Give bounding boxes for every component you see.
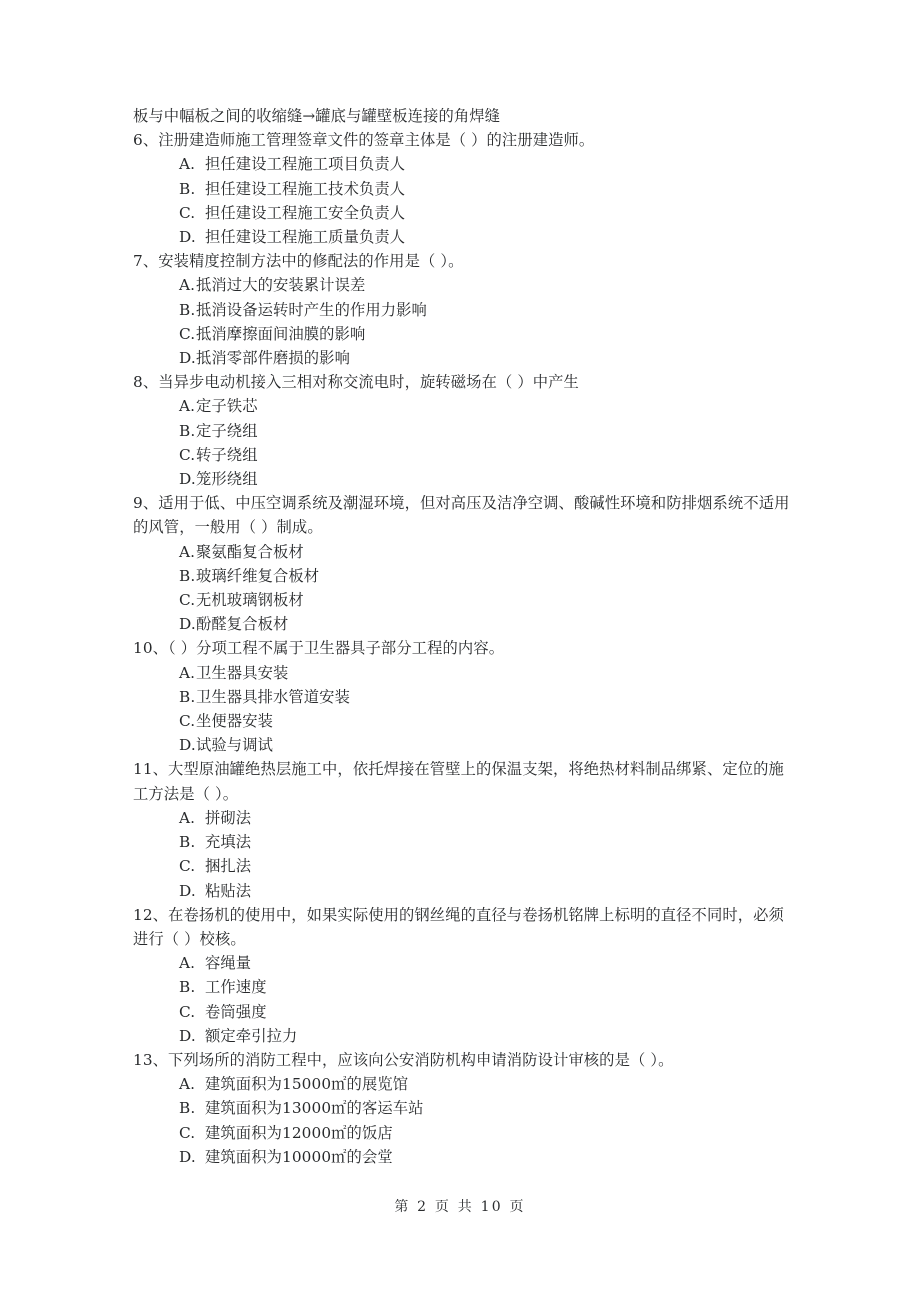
carryover-line: 板与中幅板之间的收缩缝→罐底与罐壁板连接的角焊缝 [133, 107, 501, 125]
question-option[interactable] [133, 588, 793, 612]
question-block [133, 757, 793, 902]
question-option[interactable] [133, 443, 793, 467]
question-option[interactable] [133, 612, 793, 636]
option-label: B. [179, 300, 196, 319]
option-label: A. [179, 542, 196, 561]
option-label: B. [179, 421, 196, 440]
option-label: C. [179, 445, 196, 464]
question-stem: 10、（ ）分项工程不属于卫生器具子部分工程的内容。 [133, 639, 505, 658]
option-text: 定子铁芯 [196, 397, 258, 416]
question-option[interactable] [133, 1072, 793, 1096]
question-option[interactable] [133, 540, 793, 564]
option-text: 粘贴法 [205, 881, 252, 900]
option-label: C. [179, 857, 196, 876]
option-text: 试验与调试 [196, 736, 273, 755]
option-text: 聚氨酯复合板材 [196, 542, 304, 561]
option-text: 担任建设工程施工技术负责人 [205, 179, 406, 198]
option-label: B. [179, 833, 196, 852]
question-option[interactable] [133, 1145, 793, 1169]
option-text: 无机玻璃钢板材 [196, 591, 304, 610]
question-option[interactable] [133, 177, 793, 201]
option-text: 担任建设工程施工安全负责人 [205, 203, 406, 222]
question-option[interactable] [133, 951, 793, 975]
question-option[interactable] [133, 152, 793, 176]
question-option[interactable] [133, 322, 793, 346]
option-label: C. [179, 1002, 196, 1021]
question-option[interactable] [133, 975, 793, 999]
question-option[interactable] [133, 564, 793, 588]
question-stem: 12、在卷扬机的使用中，如果实际使用的钢丝绳的直径与卷扬机铭牌上标明的直径不同时，必须进行（ ）校核。 [133, 905, 784, 948]
option-text: 额定牵引拉力 [205, 1026, 298, 1045]
question-list [133, 128, 793, 1169]
option-text: 容绳量 [205, 954, 252, 973]
option-text: 捆扎法 [205, 857, 252, 876]
option-text: 抵消零部件磨损的影响 [196, 349, 350, 368]
option-label: D. [179, 349, 196, 368]
question-option[interactable] [133, 346, 793, 370]
option-label: B. [179, 566, 196, 585]
option-label: B. [179, 179, 196, 198]
option-text: 卷筒强度 [205, 1002, 267, 1021]
option-text: 抵消摩擦面间油膜的影响 [196, 324, 366, 343]
option-label: A. [179, 155, 196, 174]
option-text: 坐便器安装 [196, 712, 273, 731]
option-label: A. [179, 397, 196, 416]
option-text: 抵消过大的安装累计误差 [196, 276, 366, 295]
question-option[interactable] [133, 830, 793, 854]
option-text: 充填法 [205, 833, 252, 852]
option-text: 建筑面积为13000㎡的客运车站 [205, 1099, 424, 1118]
question-option[interactable] [133, 685, 793, 709]
question-option[interactable] [133, 733, 793, 757]
question-option[interactable] [133, 1000, 793, 1024]
question-stem: 6、注册建造师施工管理签章文件的签章主体是（ ）的注册建造师。 [133, 131, 595, 150]
option-text: 担任建设工程施工质量负责人 [205, 228, 406, 247]
option-label: A. [179, 954, 196, 973]
question-option[interactable] [133, 225, 793, 249]
question-option[interactable] [133, 467, 793, 491]
question-option[interactable] [133, 201, 793, 225]
option-label: D. [179, 615, 196, 634]
page-footer: 第 2 页 共 10 页 [394, 1199, 526, 1215]
question-option[interactable] [133, 394, 793, 418]
question-block [133, 903, 793, 1048]
question-option[interactable] [133, 298, 793, 322]
option-text: 建筑面积为15000㎡的展览馆 [205, 1075, 409, 1094]
question-stem: 13、下列场所的消防工程中，应该向公安消防机构申请消防设计审核的是（ ）。 [133, 1050, 674, 1069]
question-option[interactable] [133, 806, 793, 830]
option-label: C. [179, 203, 196, 222]
option-text: 笼形绕组 [196, 470, 258, 489]
question-option[interactable] [133, 661, 793, 685]
question-option[interactable] [133, 854, 793, 878]
option-label: B. [179, 687, 196, 706]
option-label: C. [179, 1123, 196, 1142]
option-label: D. [179, 228, 196, 247]
option-text: 抵消设备运转时产生的作用力影响 [196, 300, 427, 319]
question-block [133, 370, 793, 491]
option-label: D. [179, 1147, 196, 1166]
option-label: B. [179, 978, 196, 997]
question-option[interactable] [133, 273, 793, 297]
question-block [133, 249, 793, 370]
question-block [133, 128, 793, 249]
option-text: 定子绕组 [196, 421, 258, 440]
question-block [133, 491, 793, 636]
question-block [133, 636, 793, 757]
option-label: A. [179, 663, 196, 682]
option-label: B. [179, 1099, 196, 1118]
option-text: 玻璃纤维复合板材 [196, 566, 320, 585]
option-text: 担任建设工程施工项目负责人 [205, 155, 406, 174]
option-label: D. [179, 736, 196, 755]
question-stem: 8、当异步电动机接入三相对称交流电时，旋转磁场在（ ）中产生 [133, 373, 579, 392]
option-label: C. [179, 712, 196, 731]
option-text: 卫生器具安装 [196, 663, 289, 682]
question-option[interactable] [133, 879, 793, 903]
option-text: 转子绕组 [196, 445, 258, 464]
option-label: C. [179, 591, 196, 610]
question-stem: 9、适用于低、中压空调系统及潮湿环境，但对高压及洁净空调、酸碱性环境和防排烟系统不适用的风管，一般用（ ）制成。 [133, 494, 790, 537]
question-block [133, 1048, 793, 1169]
question-option[interactable] [133, 1024, 793, 1048]
question-option[interactable] [133, 709, 793, 733]
option-label: D. [179, 470, 196, 489]
option-text: 建筑面积为12000㎡的饭店 [205, 1123, 393, 1142]
option-label: C. [179, 324, 196, 343]
question-stem: 7、安装精度控制方法中的修配法的作用是（ ）。 [133, 252, 464, 271]
page-content [133, 104, 793, 1169]
question-option[interactable] [133, 1121, 793, 1145]
option-text: 工作速度 [205, 978, 267, 997]
option-text: 卫生器具排水管道安装 [196, 687, 350, 706]
option-text: 拼砌法 [205, 808, 252, 827]
option-text: 建筑面积为10000㎡的会堂 [205, 1147, 393, 1166]
option-text: 酚醛复合板材 [196, 615, 289, 634]
option-label: A. [179, 808, 196, 827]
question-option[interactable] [133, 419, 793, 443]
question-option[interactable] [133, 1096, 793, 1120]
option-label: D. [179, 1026, 196, 1045]
option-label: A. [179, 1075, 196, 1094]
question-stem: 11、大型原油罐绝热层施工中，依托焊接在管壁上的保温支架，将绝热材料制品绑紧、定位的施工方法是（ ）。 [133, 760, 784, 803]
option-label: A. [179, 276, 196, 295]
option-label: D. [179, 881, 196, 900]
